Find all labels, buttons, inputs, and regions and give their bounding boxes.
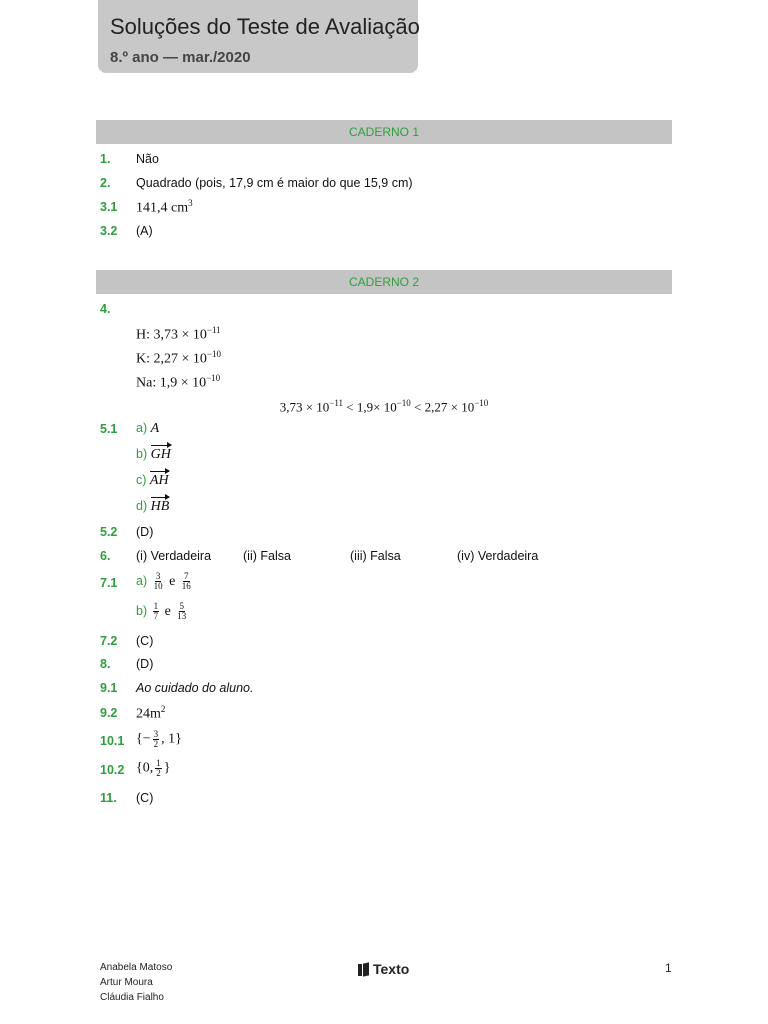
exponent: −10 (206, 349, 221, 359)
set-close: } (163, 760, 171, 776)
exponent: 2 (160, 704, 166, 714)
answer-10-2 (136, 759, 170, 778)
question-number: 9.2 (100, 706, 118, 720)
book-icon (358, 963, 369, 976)
denominator: 7 (153, 611, 159, 621)
exponent: −10 (206, 373, 221, 383)
answer-text: Não (136, 152, 159, 166)
answer-text: (D) (136, 525, 154, 539)
question-number: 10.2 (100, 763, 125, 777)
option-label: a) (136, 573, 148, 588)
denominator: 10 (153, 581, 163, 591)
numerator: 5 (179, 601, 185, 611)
question-number: 3.2 (100, 224, 118, 238)
comparison-equation (96, 398, 672, 415)
answer-7-1-a (136, 572, 194, 591)
exponent: −11 (329, 398, 344, 408)
fraction (153, 602, 160, 621)
question-number: 7.2 (100, 634, 118, 648)
denominator: 13 (177, 611, 187, 621)
exponent: −10 (474, 398, 489, 408)
author-name: Artur Moura (100, 977, 153, 988)
document-header (98, 0, 418, 73)
answer-text: Ao cuidado do aluno. (136, 681, 254, 695)
numerator: 3 (153, 729, 159, 739)
numerator: 1 (153, 601, 159, 611)
document-title: Soluções do Teste de Avaliação (110, 14, 420, 39)
section-caderno-1: CADERNO 1 (96, 120, 672, 144)
exponent: −10 (396, 398, 411, 408)
logo-text: Texto (373, 961, 410, 977)
answer-10-1 (136, 730, 182, 749)
k-value: K: 2,27 × 10 (136, 351, 207, 367)
answer-6-i: (i) Verdadeira (136, 549, 212, 563)
numerator: 1 (156, 758, 161, 768)
question-number: 4. (100, 302, 111, 316)
fraction (153, 572, 164, 591)
answer-text: (A) (136, 224, 153, 238)
exponent: 3 (188, 198, 193, 208)
fraction (155, 759, 162, 778)
page-number: 1 (665, 961, 672, 975)
question-number: 5.1 (100, 422, 118, 436)
question-number: 7.1 (100, 576, 118, 590)
numerator: 3 (155, 571, 161, 581)
answer-text: (C) (136, 634, 154, 648)
answer-value: 141,4 cm (136, 200, 189, 216)
exponent: −11 (206, 325, 221, 335)
question-number: 3.1 (100, 200, 118, 214)
point-a: A (150, 421, 160, 436)
option-label: c) (136, 473, 147, 487)
question-number: 11. (100, 791, 117, 805)
denominator: 2 (153, 739, 159, 749)
answer-math (136, 198, 193, 217)
set-open: {− (136, 731, 151, 747)
vector-hb: HB (150, 499, 170, 514)
question-number: 1. (100, 152, 111, 166)
question-number: 10.1 (100, 734, 125, 748)
eq-part: < 2,27 × 10 (410, 399, 475, 415)
answer-text: Quadrado (pois, 17,9 cm é maior do que 15,9 cm) (136, 176, 413, 190)
vector-ah: AH (149, 473, 169, 488)
answer-5-1-b (136, 447, 171, 463)
section-caderno-2: CADERNO 2 (96, 270, 672, 294)
author-name: Anabela Matoso (100, 962, 173, 973)
eq-part: 3,73 × 10 (279, 399, 330, 415)
footer-authors (100, 960, 172, 1005)
option-label: d) (136, 499, 148, 513)
answer-value: 24m (136, 706, 161, 722)
option-label: b) (136, 603, 148, 618)
answer-6-iii: (iii) Falsa (350, 549, 401, 563)
set-open: {0, (136, 760, 154, 776)
eq-part: < 1,9× 10 (343, 399, 397, 415)
question-number: 6. (100, 549, 111, 563)
question-number: 8. (100, 657, 111, 671)
answer-math (136, 704, 165, 723)
fraction (176, 602, 187, 621)
h-value: H: 3,73 × 10 (136, 327, 207, 343)
fraction (153, 730, 160, 749)
option-label: a) (136, 421, 148, 435)
element-k-value (136, 349, 221, 368)
answer-6-ii: (ii) Falsa (243, 549, 291, 563)
question-number: 9.1 (100, 681, 118, 695)
conjunction: e (169, 573, 176, 589)
denominator: 2 (156, 768, 161, 778)
author-name: Cláudia Fialho (100, 992, 164, 1003)
numerator: 7 (184, 571, 189, 581)
answer-5-1-a (136, 421, 159, 437)
answer-5-1-c (136, 473, 169, 489)
answer-text: (D) (136, 657, 154, 671)
option-label: b) (136, 447, 148, 461)
document-subtitle: 8.º ano — mar./2020 (110, 49, 251, 66)
set-close: , 1} (161, 731, 182, 747)
answer-5-1-d (136, 499, 169, 515)
conjunction: e (164, 603, 171, 619)
denominator: 16 (181, 581, 191, 591)
answer-text: (C) (136, 791, 154, 805)
vector-gh: GH (150, 447, 171, 462)
element-na-value (136, 373, 220, 392)
question-number: 5.2 (100, 525, 118, 539)
answer-6-iv: (iv) Verdadeira (457, 549, 539, 563)
element-h-value (136, 325, 221, 344)
na-value: Na: 1,9 × 10 (136, 375, 207, 391)
publisher-logo (358, 961, 409, 977)
question-number: 2. (100, 176, 111, 190)
answer-7-1-b (136, 602, 189, 621)
fraction (181, 572, 192, 591)
